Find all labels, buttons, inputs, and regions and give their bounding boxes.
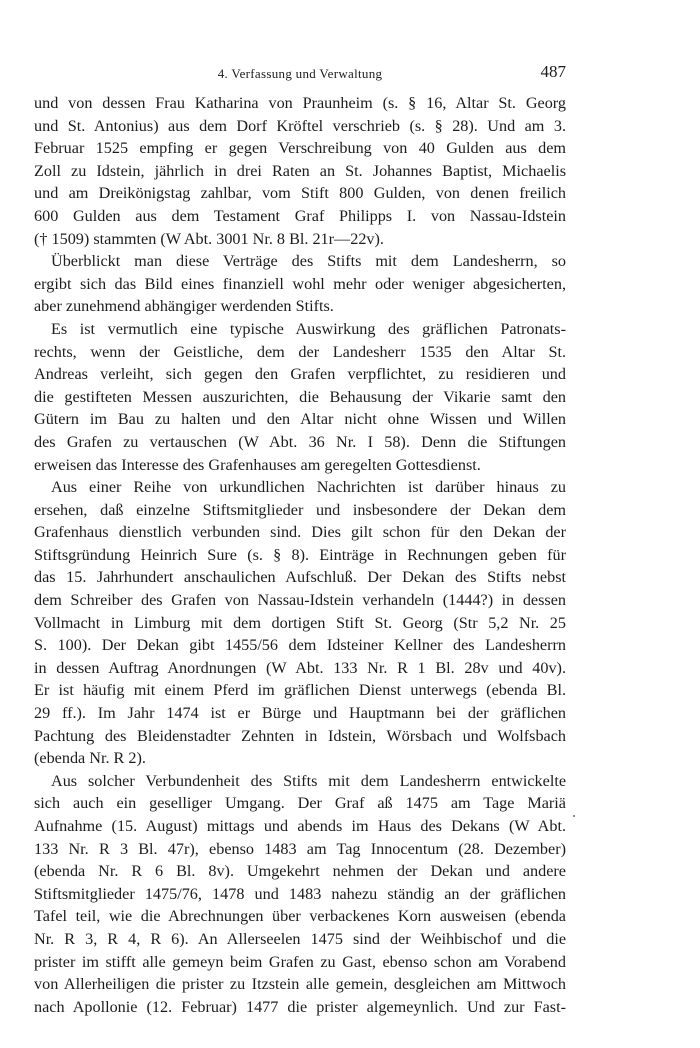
text-line: Aus einer Reihe von urkundlichen Nachrichten ist darüber hinaus zu <box>51 478 566 497</box>
text-line: dem Schreiber des Grafen von Nassau-Idstein verhandeln (1444?) in dessen <box>34 591 566 610</box>
margin-mark <box>573 815 575 817</box>
text-line: das 15. Jahrhundert anschaulichen Aufschluß. Der Dekan des Stifts nebst <box>34 568 566 587</box>
text-line: die gestifteten Messen auszurichten, die Behausung der Vikarie samt den <box>34 387 566 406</box>
text-line: von Allerheiligen die prister zu Itzstein alle gemein, desgleichen am Mittwoch <box>34 975 566 994</box>
text-line: Er ist häufig mit einem Pferd im gräflichen Dienst unterwegs (ebenda Bl. <box>34 681 566 700</box>
text-line: Zoll zu Idstein, jährlich in drei Raten an St. Johannes Baptist, Michaelis <box>34 161 566 180</box>
text-line: sich auch ein geselliger Umgang. Der Graf aß 1475 am Tage Mariä <box>34 794 566 813</box>
text-line: S. 100). Der Dekan gibt 1455/56 dem Idsteiner Kellner des Landesherrn <box>34 636 566 655</box>
text-line: Andreas verleiht, sich gegen den Grafen verpflichtet, zu residieren und <box>34 365 566 384</box>
text-line: Februar 1525 empfing er gegen Verschreibung von 40 Gulden aus dem <box>34 139 566 158</box>
text-line: (ebenda Nr. R 2). <box>34 749 146 768</box>
text-line: und St. Antonius) aus dem Dorf Kröftel verschrieb (s. § 28). Und am 3. <box>34 116 566 135</box>
page-number: 487 <box>540 62 566 81</box>
text-line: erweisen das Interesse des Grafenhauses am geregelten Gottesdienst. <box>34 455 481 474</box>
text-line: prister im stifft alle gemeyn beim Grafen zu Gast, ebenso schon am Vorabend <box>34 952 566 971</box>
text-line: in dessen Auftrag Anordnungen (W Abt. 133 Nr. R 1 Bl. 28v und 40v). <box>34 658 566 677</box>
text-line: Pachtung des Bleidenstadter Zehnten in Idstein, Wörsbach und Wolfsbach <box>34 726 566 745</box>
text-line: (ebenda Nr. R 6 Bl. 8v). Umgekehrt nehmen der Dekan und andere <box>34 862 566 881</box>
running-title: 4. Verfassung und Verwaltung <box>217 66 383 81</box>
text-line: Stiftsgründung Heinrich Sure (s. § 8). Einträge in Rechnungen geben für <box>34 545 566 564</box>
text-line: nach Apollonie (12. Februar) 1477 die prister algemeynlich. Und zur Fast- <box>34 997 566 1016</box>
text-line: Grafenhaus dienstlich verbunden sind. Dies gilt schon für den Dekan der <box>34 523 566 542</box>
text-line: Aufnahme (15. August) mittags und abends im Haus des Dekans (W Abt. <box>34 817 566 835</box>
text-line: Gütern im Bau zu halten und den Altar nicht ohne Wissen und Willen <box>34 410 566 429</box>
text-line: Aus solcher Verbundenheit des Stifts mit dem Landesherrn entwickelte <box>51 771 566 790</box>
text-line: ergibt sich das Bild eines finanziell wohl mehr oder weniger abgesicherten, <box>34 274 566 293</box>
text-line: des Grafen zu vertauschen (W Abt. 36 Nr. I 58). Denn die Stiftungen <box>34 432 566 451</box>
text-line: 133 Nr. R 3 Bl. 47r), ebenso 1483 am Tag Innocentum (28. Dezember) <box>34 839 566 858</box>
text-line: Tafel teil, wie die Abrechnungen über verbackenes Korn ausweisen (ebenda <box>34 907 566 926</box>
text-line: 29 ff.). Im Jahr 1474 ist er Bürge und Hauptmann bei der gräflichen <box>34 704 566 723</box>
text-line: aber zunehmend abhängiger werdenden Stifts. <box>34 297 334 316</box>
text-line: und am Dreikönigstag zahlbar, vom Stift 800 Gulden, von denen freilich <box>34 184 566 203</box>
text-line: Stiftsmitglieder 1475/76, 1478 und 1483 nahezu ständig an der gräflichen <box>34 884 566 903</box>
text-line: 600 Gulden aus dem Testament Graf Philipps I. von Nassau-Idstein <box>34 206 566 225</box>
page-header <box>34 62 566 84</box>
text-line: († 1509) stammten (W Abt. 3001 Nr. 8 Bl. 21r—22v). <box>34 229 384 248</box>
body-text <box>34 92 566 1018</box>
text-line: rechts, wenn der Geistliche, dem der Landesherr 1535 den Altar St. <box>34 342 566 361</box>
text-line: und von dessen Frau Katharina von Praunheim (s. § 16, Altar St. Georg <box>34 94 566 112</box>
text-line: Es ist vermutlich eine typische Auswirkung des gräflichen Patronats- <box>51 319 566 338</box>
text-line: Vollmacht in Limburg mit dem dortigen Stift St. Georg (Str 5,2 Nr. 25 <box>34 613 566 632</box>
text-line: ersehen, daß einzelne Stiftsmitglieder und insbesondere der Dekan dem <box>34 500 566 519</box>
text-line: Überblickt man diese Verträge des Stifts mit dem Landesherrn, so <box>51 252 566 271</box>
text-line: Nr. R 3, R 4, R 6). An Allerseelen 1475 sind der Weihbischof und die <box>34 929 566 948</box>
